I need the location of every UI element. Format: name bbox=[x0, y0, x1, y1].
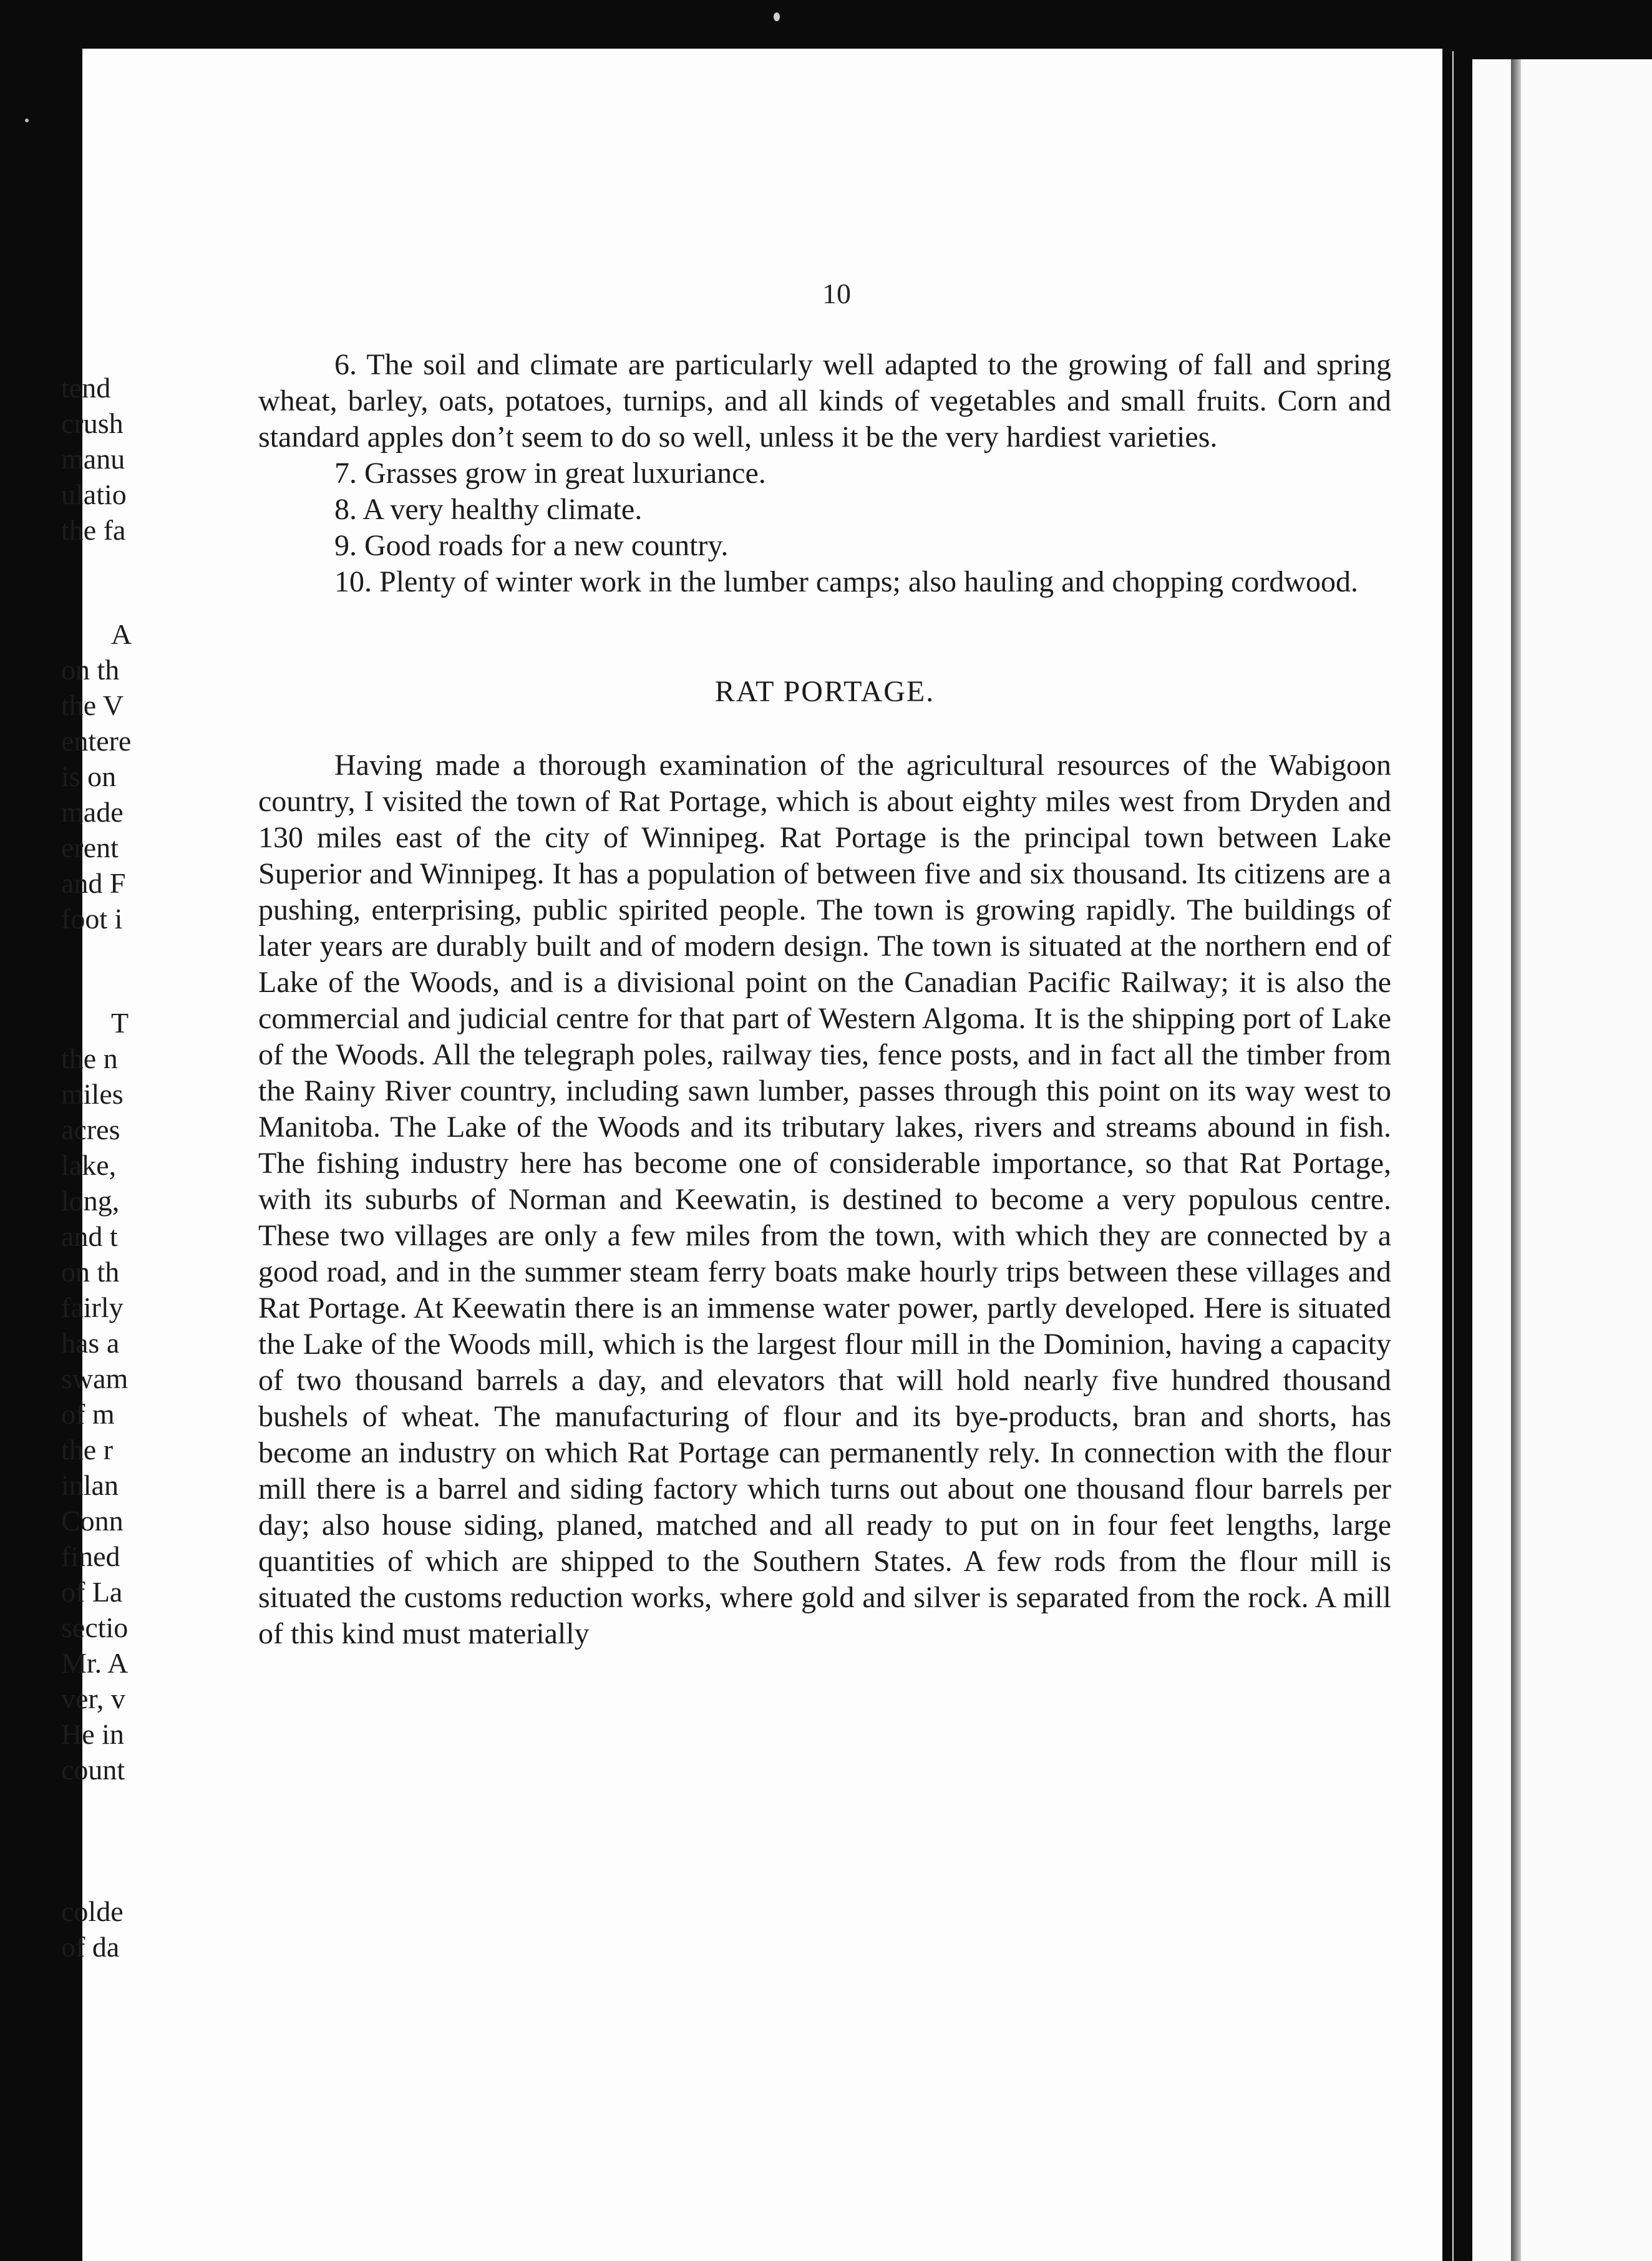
facing-line: ver, v bbox=[61, 1683, 125, 1714]
facing-page bbox=[1472, 59, 1652, 2261]
facing-line: the fa bbox=[61, 514, 126, 546]
facing-line: manu bbox=[61, 443, 125, 475]
facing-line: Mr. A bbox=[61, 1647, 129, 1679]
section-paragraph: Having made a thorough examination of the agricultural resources of the Wabigoon country, I visited the town of Rat Portage, which is about eighty miles west from Dryden and 130 miles east of the city of Winnipeg. Rat Portage is the principal town between Lake Superior and Winnipeg. It has a population of between five and six thousand. Its citizens are a pushing, enterprising, public spirited people. The town is growing rapidly. The buildings of later years are durably built and of modern design. The town is situated at the northern end of Lake of the Woods, and is a divisional point on the Canadian Pacific Railway; it is also the commercial and judicial centre for that part of Western Algoma. It is the shipping port of Lake of the Woods. All the telegraph poles, railway ties, fence posts, and in fact all the timber from the Rainy River country, including sawn lumber, passes through this point on its way west to Manitoba. The Lake of the Woods and its tributary lakes, rivers and streams abound in fish. The fishing industry here has become one of considerable importance, so that Rat Portage, with its suburbs of Norman and Keewatin, is destined to become a very populous centre. These two villages are only a few miles from the town, with which they are connected by a good road, and in the summer steam ferry boats make hourly trips between these villages and Rat Portage. At Keewatin there is an immense water power, partly developed. Here is situated the Lake of the Woods mill, which is the largest flour mill in the Dominion, having a capacity of two thousand barrels a day, and elevators that will hold nearly five hundred thousand bushels of wheat. The manufacturing of flour and its bye-products, bran and shorts, has become an industry on which Rat Portage can permanently rely. In connection with the flour mill there is a barrel and siding factory which turns out about one thousand flour barrels per day; also house siding, planed, matched and all ready to put on in four feet lengths, large quantities of which are shipped to the Southern States. A few rods from the flour mill is situated the customs reduction works, where gold and silver is separated from the rock. A mill of this kind must materially bbox=[258, 749, 1391, 1650]
facing-line: He in bbox=[61, 1718, 124, 1750]
facing-line: of da bbox=[61, 1931, 120, 1963]
main-text-column bbox=[258, 347, 1391, 1652]
facing-line: is on bbox=[61, 761, 117, 792]
list-item: 10. Plenty of winter work in the lumber camps; also hauling and chopping cordwood. bbox=[334, 565, 1359, 598]
facing-line: on th bbox=[61, 1256, 120, 1288]
facing-line: of m bbox=[61, 1398, 115, 1430]
facing-line: T bbox=[111, 1007, 129, 1039]
facing-line: colde bbox=[61, 1895, 124, 1927]
facing-line: count bbox=[61, 1754, 125, 1786]
page-edge bbox=[1452, 51, 1454, 2261]
section-heading: RAT PORTAGE. bbox=[714, 675, 935, 708]
facing-line: fairly bbox=[61, 1291, 124, 1323]
facing-line: crush bbox=[61, 407, 124, 439]
facing-page-block-2 bbox=[61, 616, 186, 936]
facing-line: long, bbox=[61, 1185, 120, 1217]
facing-line: foot i bbox=[61, 903, 123, 935]
facing-page-block-3 bbox=[61, 1005, 186, 1787]
list-item: 6. The soil and climate are particularly well adapted to the growing of fall and spring wheat, barley, oats, potatoes, turnips, and all kinds of vegetables and small fruits. Corn and standard apples don’t seem to do so well, unless it be the very hardiest varieties. bbox=[258, 348, 1391, 454]
list-item: 7. Grasses grow in great luxuriance. bbox=[334, 457, 766, 490]
page-number: 10 bbox=[822, 278, 851, 309]
facing-page-block-4 bbox=[61, 1894, 186, 1965]
list-item: 9. Good roads for a new country. bbox=[334, 529, 729, 562]
facing-line: acres bbox=[61, 1114, 120, 1145]
facing-line: of La bbox=[61, 1576, 123, 1608]
facing-line: Conn bbox=[61, 1505, 124, 1537]
facing-line: A bbox=[111, 618, 132, 650]
facing-line: on th bbox=[61, 654, 120, 686]
facing-line: tend bbox=[61, 372, 111, 404]
facing-line: fined bbox=[61, 1540, 120, 1572]
facing-line: the V bbox=[61, 689, 124, 721]
facing-line: and t bbox=[61, 1220, 118, 1252]
facing-line: the n bbox=[61, 1043, 118, 1074]
book-gutter bbox=[1511, 59, 1521, 2261]
facing-page-block-1 bbox=[61, 370, 186, 548]
facing-line: the r bbox=[61, 1434, 114, 1466]
facing-line: lake, bbox=[61, 1149, 117, 1181]
facing-line: has a bbox=[61, 1327, 120, 1359]
scan-speck bbox=[774, 12, 780, 21]
facing-line: ulatio bbox=[61, 479, 127, 510]
facing-line: erent bbox=[61, 832, 119, 863]
facing-line: made bbox=[61, 796, 124, 828]
scan-speck bbox=[25, 119, 29, 122]
facing-line: miles bbox=[61, 1078, 124, 1110]
facing-page-text bbox=[61, 370, 186, 1965]
list-item: 8. A very healthy climate. bbox=[334, 493, 643, 526]
facing-line: entere bbox=[61, 725, 132, 757]
facing-line: inlan bbox=[61, 1469, 119, 1501]
facing-line: swam bbox=[61, 1363, 129, 1394]
facing-line: and F bbox=[61, 867, 126, 899]
facing-line: sectio bbox=[61, 1612, 129, 1643]
